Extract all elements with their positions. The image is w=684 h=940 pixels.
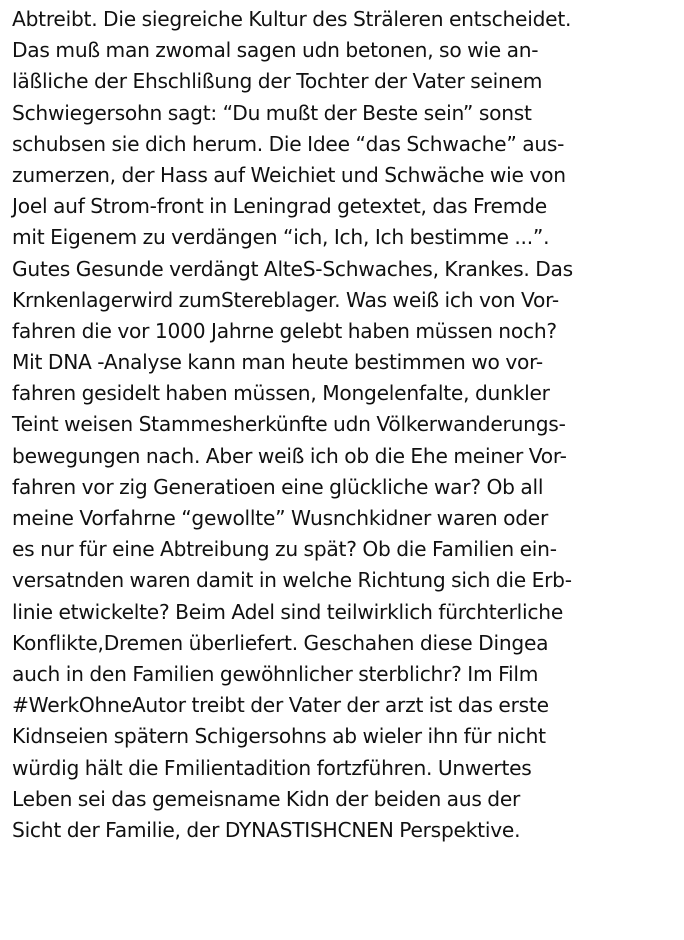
text-line: es nur für eine Abtreibung zu spät? Ob die Familien ein- xyxy=(12,537,557,562)
text-line: versatnden waren damit in welche Richtung sich die Erb- xyxy=(12,568,572,593)
document-page xyxy=(12,4,684,846)
text-line: Sicht der Familie, der DYNASTISHCNEN Perspektive. xyxy=(12,817,521,842)
text-line: Gutes Gesunde verdängt AlteS-Schwaches, Krankes. Das xyxy=(12,256,573,281)
text-line: Konflikte,Dremen überliefert. Geschahen diese Dingea xyxy=(12,630,549,655)
text-line: zumerzen, der Hass auf Weichiet und Schwäche wie von xyxy=(12,162,566,187)
text-line: schubsen sie dich herum. Die Idee “das Schwache” aus- xyxy=(12,131,565,156)
text-line: läßliche der Ehschlißung der Tochter der Vater seinem xyxy=(12,69,543,94)
text-line: #WerkOhneAutor treibt der Vater der arzt ist das erste xyxy=(12,693,549,718)
text-line: Joel auf Strom-front in Leningrad getextet, das Fremde xyxy=(12,194,547,219)
text-line: fahren vor zig Generatioen eine glückliche war? Ob all xyxy=(12,474,544,499)
text-line: Teint weisen Stammesherkünfte udn Völkerwanderungs- xyxy=(12,412,566,437)
text-line: linie etwickelte? Beim Adel sind teilwirklich fürchterliche xyxy=(12,599,564,624)
text-line: Kidnseien spätern Schigersohns ab wieler ihn für nicht xyxy=(12,724,546,749)
text-line: würdig hält die Fmilientadition fortzführen. Unwertes xyxy=(12,755,532,780)
text-line: meine Vorfahrne “gewollte” Wusnchkidner waren oder xyxy=(12,506,549,530)
text-line: auch in den Familien gewöhnlicher sterblichr? Im Film xyxy=(12,661,539,686)
text-line: Leben sei das gemeisname Kidn der beiden aus der xyxy=(12,786,521,811)
text-line: Das muß man zwomal sagen udn betonen, so wie an- xyxy=(12,38,539,63)
text-line: Abtreibt. Die siegreiche Kultur des Sträleren entscheidet. xyxy=(12,7,572,31)
text-line: mit Eigenem zu verdängen “ich, Ich, Ich bestimme ...”. xyxy=(12,225,550,250)
text-line: fahren gesidelt haben müssen, Mongelenfalte, dunkler xyxy=(12,381,550,406)
text-line: Mit DNA -Analyse kann man heute bestimmen wo vor- xyxy=(12,350,543,375)
text-line: Krnkenlagerwird zumStereblager. Was weiß ich von Vor- xyxy=(12,287,559,312)
text-line: fahren die vor 1000 Jahrne gelebt haben müssen noch? xyxy=(12,318,557,343)
text-line: Schwiegersohn sagt: “Du mußt der Beste sein” sonst xyxy=(12,100,532,125)
text-line: bewegungen nach. Aber weiß ich ob die Ehe meiner Vor- xyxy=(12,443,567,468)
